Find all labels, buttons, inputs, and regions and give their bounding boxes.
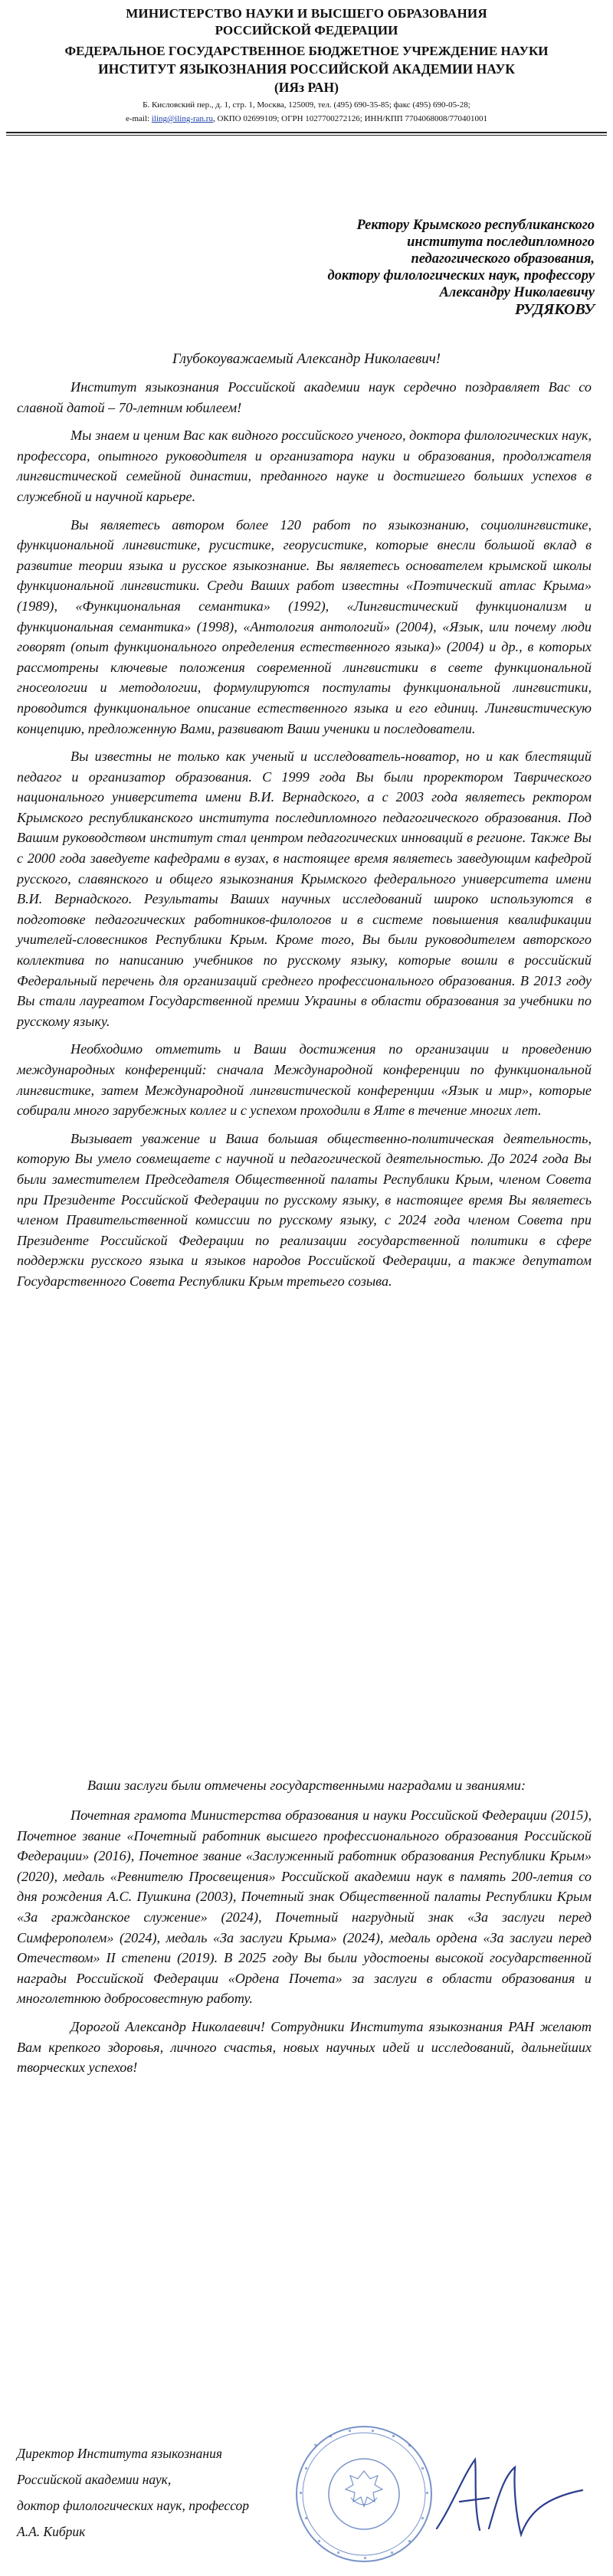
signature-name: А.А. Кибрик [17,2524,86,2539]
registry-numbers: , ОКПО 02699109; ОГРН 1027700272126; ИНН/КПП 7704068008/770401001 [212,114,488,123]
recipient-block [196,217,595,318]
body-paragraph: Необходимо отметить и Ваши достижения по организации и проведению международных конференций: сначала Международной конференции по функциональной лингвистике, затем Международной лингвистической конференции «Язык и мир», которые собирали много зарубежных коллег и с успехом проходили в Ялте в течение многих лет. [17,1041,592,1119]
email-link[interactable]: iling@iling-ran.ru [151,114,213,123]
letterhead-ministry: МИНИСТЕРСТВО НАУКИ И ВЫСШЕГО ОБРАЗОВАНИЯ [126,6,487,21]
letterhead-address: Б. Кисловский пер., д. 1, стр. 1, Москва, 125009, тел. (495) 690-35-85; факс (495) 690-05-28; [143,100,470,110]
awards-section [17,1805,592,2086]
recipient-line: Александру Николаевичу [439,285,595,300]
handwritten-signature-icon [429,2444,598,2551]
body-paragraph: Мы знаем и ценим Вас как видного российского ученого, доктора филологических наук, профессора, опытного руководителя и организатора науки и образования, продолжателя лингвистической семейной династии, преданного науке и достигшего больших успехов в служебной и научной карьере. [17,428,592,504]
email-prefix: e-mail: [125,114,152,123]
official-seal-icon [284,2421,444,2567]
awards-heading: Ваши заслуги были отмечены государственными наградами и званиями: [87,1778,526,1793]
recipient-line: педагогического образования, [411,251,595,267]
recipient-line: доктору филологических наук, профессору [327,268,595,283]
body-paragraph: Институт языкознания Российской академии наук сердечно поздравляет Вас со славной датой – 70-летним юбилеем! [17,379,592,415]
letterhead-country: РОССИЙСКОЙ ФЕДЕРАЦИИ [215,23,398,38]
body-paragraph: Вызывает уважение и Ваша большая общественно-политическая деятельность, которую Вы умело совмещаете с научной и педагогической деятельностью. До 2024 года Вы были заместителем Председателя Общественной палаты Республики Крым, членом Совета при Президенте Российской Федерации по русскому языку, в настоящее время Вы являетесь членом Правительственной комиссии по русскому языку, с 2024 года членом Совета при Президенте Российской Федерации по реализации государственной политики в сфере поддержки русского языка и языков народов Российской Федерации, а также депутатом Государственного Совета Республики Крым третьего созыва. [17,1130,592,1289]
signature-line: Директор Института языкознания [17,2446,222,2461]
closing-paragraph: Дорогой Александр Николаевич! Сотрудники Института языкознания РАН желают Вам крепкого здоровья, личного счастья, новых научных идей и исследований, дальнейших творческих успехов! [17,2018,592,2076]
recipient-line: Ректору Крымского республиканского [356,218,595,233]
letterhead-contacts [0,114,613,123]
letter-body [17,377,592,1299]
letterhead-divider-thin [6,135,607,136]
letterhead-institute: ИНСТИТУТ ЯЗЫКОЗНАНИЯ РОССИЙСКОЙ АКАДЕМИИ НАУК [98,61,515,77]
awards-paragraph: Почетная грамота Министерства образования и науки Российской Федерации (2015), Почетное звание «Почетный работник высшего профессионального образования Российской Федерации» (2016), Почетное звание «Заслуженный работник образования Республики Крым» (2020), медаль «Ревнителю Просвещения» Российской академии наук в память 200-летия со дня рождения А.С. Пушкина (2003), Почетный знак Общественной палаты Республики Крым «За гражданское служение» (2024), Почетный нагрудный знак «За заслуги перед Симферополем» (2024), медаль «За заслуги Крыма» (2024), медаль ордена «За заслуги перед Отечеством» II степени (2019). В 2025 году Вы были удостоены высокой государственной награды Российской Федерации «Ордена Почета» за заслуги в области образования и многолетнюю добросовестную работу. [17,1807,592,2007]
recipient-line: института последипломного [407,234,595,250]
signature-line: доктор филологических наук, профессор [17,2498,250,2513]
letterhead-abbr: (ИЯз РАН) [274,80,339,95]
signature-line: Российской академии наук, [17,2472,172,2487]
salutation: Глубокоуважаемый Александр Николаевич! [172,351,441,367]
letterhead-institution-type: ФЕДЕРАЛЬНОЕ ГОСУДАРСТВЕННОЕ БЮДЖЕТНОЕ УЧРЕЖДЕНИЕ НАУКИ [64,44,549,58]
body-paragraph: Вы являетесь автором более 120 работ по языкознанию, социолингвистике, функциональной лингвистике, русистике, георусистике, которые внесли большой вклад в развитие теории языка и русское языкознание. Вы являетесь основателем крымской школы функциональной лингвистики. Среди Ваших работ известны «Поэтический атлас Крыма» (1989), «Функциональная семантика» (1992), «Лингвистический функционализм и функциональная семантика» (1998), «Антология антологий» (2004), «Язык, или почему люди говорят (опыт функционального определения естественного языка)» (2004) и др., в которых рассмотрены ключевые положения современной лингвистики в свете функциональной гносеологии и методологии, формулируются постулаты функциональной лингвистики, проводится функциональное описание естественного языка и его единиц. Лингвистическую концепцию, предложенную Вами, развивают Ваши ученики и последователи. [17,516,592,736]
recipient-surname: РУДЯКОВУ [515,301,595,318]
body-paragraph: Вы известны не только как ученый и исследователь-новатор, но и как блестящий педагог и организатор образования. С 1999 года Вы были проректором Таврического национального университета имени В.И. Вернадского, а с 2003 года являетесь ректором Крымского республиканского института последипломного педагогического образования. Под Вашим руководством институт стал центром педагогических инноваций в регионе. Также Вы с 2000 года заведуете кафедрами в вузах, в настоящее время являетесь заведующим кафедрой русского, славянского и общего языкознания Крымского федерального университета имени В.И. Вернадского. Результаты Ваших научных исследований широко используются в подготовке педагогических работников-филологов и в системе повышения квалификации учителей-словесников Республики Крым. Кроме того, Вы были руководителем авторского коллектива по написанию учебников по русскому языку, которые вошли в российский Федеральный перечень для организаций среднего профессионального образования. В 2013 году Вы стали лауреатом Государственной премии Украины в области образования за учебники по русскому языку. [17,749,592,1029]
letterhead-divider [6,132,607,133]
signature-block [17,2440,249,2545]
